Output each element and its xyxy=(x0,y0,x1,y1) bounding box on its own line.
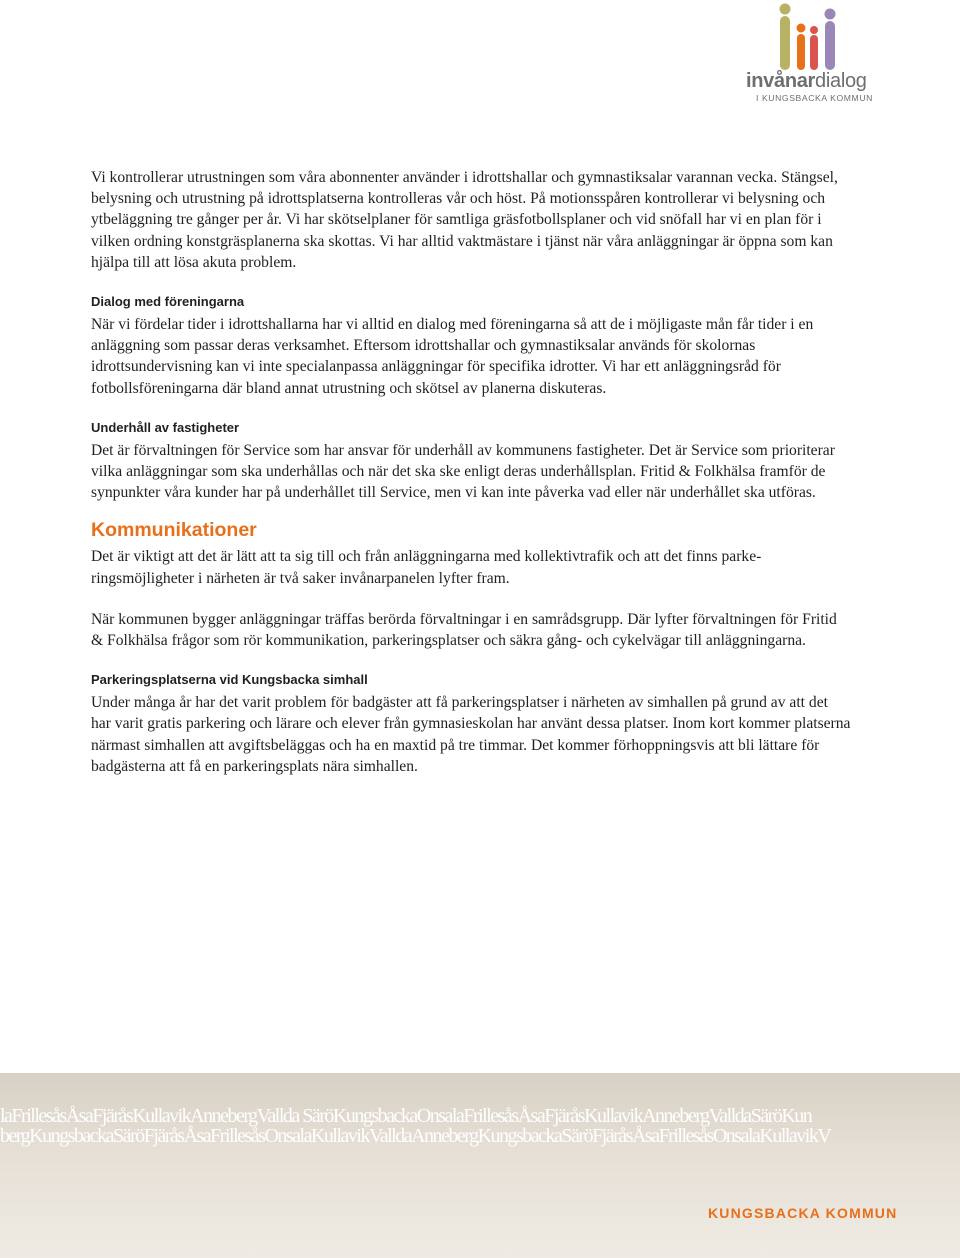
figure-adult-left xyxy=(780,4,791,71)
maintenance-heading: Underhåll av fastigheter xyxy=(91,419,240,435)
intro-paragraph: Vi kontrollerar utrustningen som våra abonnenter använder i idrottshallar och gymnastiksalar varannan vecka. Stängsel, belysning och utrustning på idrottsplatserna kontrolleras vår och höst. På motionsspåren kontrollerar vi belysning och ytbeläggning tre gånger per år. Vi har skötselplaner för samtliga gräsfotbollsplaner och vid snöfall har vi en plan för i vilken ordning konstgräsplanerna ska skottas. Vi har alltid vaktmästare i tjänst när våra anläggningar är öppna som kan hjälpa till att lösa akuta problem. xyxy=(91,169,838,271)
dialog-paragraph: När vi fördelar tider i idrottshallarna har vi alltid en dialog med föreningarna så att de i möjligaste mån får tider i en anläggning som passar deras verksamhet. Eftersom idrottshallar och gymnastiksalar används för skolornas idrottsundervisning kan vi inte specialanpassa anläggningar för specifika idrotter. Vi har ett anläggningsråd för fotbollsföreningarna där bland annat utrustning och skötsel av planerna diskuteras. xyxy=(91,316,814,397)
document-body xyxy=(91,167,851,777)
family-figures-icon xyxy=(774,2,844,72)
communications-paragraph: Det är viktigt att det är lätt att ta sig till och från anläggningarna med kollektivtrafik och att det finns parkeringsmöjligheter i närheten är två saker invånarpanelen lyfter fram. xyxy=(91,548,762,587)
maintenance-paragraph: Det är förvaltningen för Service som har ansvar för underhåll av kommunens fastigheter. Det är Service som prioriterar vilka anläggningar som ska underhållas och när det ska ske enligt deras underhållsplan. Fritid & Folkhälsa framför de synpunkter våra kunder har på underhållet till Service, men vi kan inte påverka vad eller när underhållet ska utföras. xyxy=(91,441,835,502)
communications-heading: Kommunikationer xyxy=(91,519,257,542)
logo-word-bold: invånar xyxy=(746,70,816,92)
parking-heading: Parkeringsplatserna vid Kungsbacka simhall xyxy=(91,672,368,688)
footer-brand: KUNGSBACKA KOMMUN xyxy=(708,1205,898,1221)
figure-child-red xyxy=(810,26,818,70)
footer-towns-line-2: bergKungsbackaSäröFjäråsÅsaFrillesåsOnsalaKullavikValldaAnnebergKungsbackaSäröFjäråsÅsaFrillesåsOnsalaKullavikV xyxy=(0,1125,831,1147)
figure-child-orange xyxy=(797,24,806,71)
parking-paragraph: Under många år har det varit problem för badgäster att få parkeringsplatser i närheten av simhallen på grund av att det har varit gratis parkering och lärare och elever från gymnasieskolan har använt dessa platser. Inom kort kommer platserna närmast simhallen att avgiftsbeläggas och ha en maxtid på tre timmar. Det kommer förhoppningsvis att bli lättare för badgästerna att få en parkeringsplats nära simhallen. xyxy=(91,694,851,775)
dialog-heading: Dialog med föreningarna xyxy=(91,294,245,310)
figure-adult-right xyxy=(825,9,836,71)
logo-subtitle: I KUNGSBACKA KOMMUN xyxy=(756,93,873,103)
invanardialog-logo xyxy=(744,2,874,102)
logo-wordmark xyxy=(746,70,867,93)
communications-paragraph-2: När kommunen bygger anläggningar träffas berörda förvaltningar i en samrådsgrupp. Där lyfter förvaltningen för Fritid & Folkhälsa frågor som rör kommunikation, parkeringsplatser och säkra gång- och cykelvägar till anläggningarna. xyxy=(91,610,837,650)
footer-band xyxy=(0,1073,960,1258)
logo-word-light: dialog xyxy=(815,70,867,92)
footer-towns-line-1: laFrillesåsÅsaFjäråsKullavikAnnebergVallda SäröKungsbackaOnsalaFrillesåsÅsaFjäråsKullavikAnnebergValldaSäröKun xyxy=(0,1105,812,1127)
